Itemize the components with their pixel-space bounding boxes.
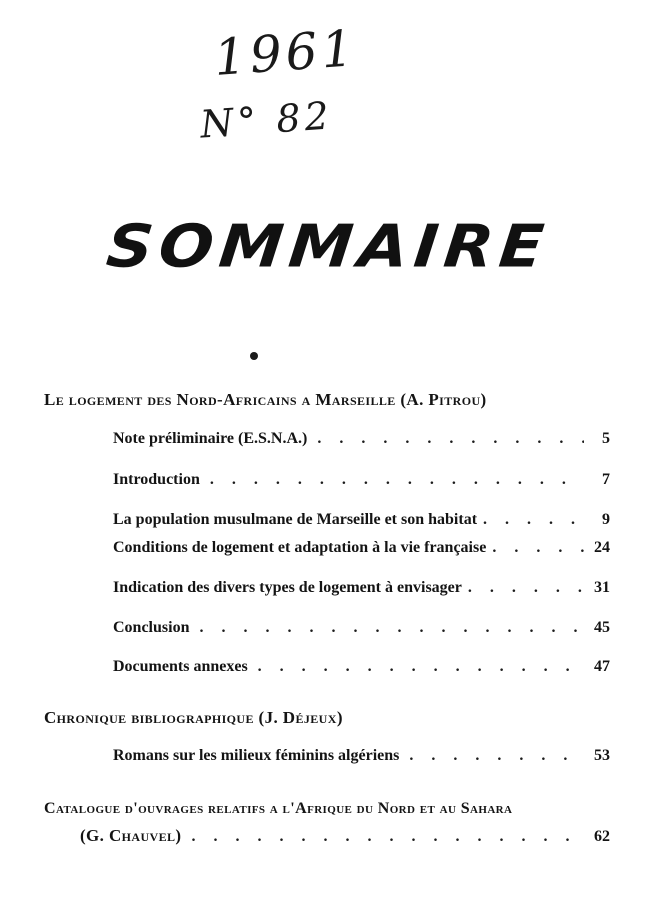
toc-entry-page: 45	[594, 619, 610, 636]
toc-entry[interactable]	[80, 826, 610, 846]
toc-entry[interactable]	[113, 539, 610, 557]
toc-entry-page: 7	[602, 471, 610, 488]
toc-entry-page: 53	[594, 747, 610, 764]
page-title: SOMMAIRE	[103, 212, 553, 282]
handwritten-year: 1961	[212, 19, 360, 87]
dot-leader	[258, 658, 584, 676]
toc-entry-page: 31	[594, 579, 610, 596]
toc-entry-page: 47	[594, 658, 610, 675]
dot-leader	[317, 430, 584, 448]
dot-leader	[468, 579, 584, 597]
handwritten-issue-number: N° 82	[198, 93, 335, 147]
toc-entry-label: (G. Chauvel)	[80, 826, 182, 845]
toc-entry-label: Indication des divers types de logement à envisager	[113, 579, 462, 596]
dot-leader	[199, 619, 584, 637]
section-heading-logement: Le logement des Nord-Africains a Marseille (A. Pitrou)	[44, 390, 487, 409]
toc-entry-label: Conditions de logement et adaptation à la vie française	[113, 539, 487, 556]
toc-entry-label: Romans sur les milieux féminins algériens	[113, 747, 400, 764]
dot-leader	[409, 747, 584, 765]
toc-entry-label: Introduction	[113, 471, 200, 488]
toc-entry-label: Documents annexes	[113, 658, 248, 675]
decorative-mark	[250, 352, 258, 360]
toc-entry-page: 62	[594, 828, 610, 845]
section-heading-chronique: Chronique bibliographique (J. Déjeux)	[44, 708, 343, 727]
toc-entry[interactable]	[113, 747, 610, 765]
toc-entry-label: Conclusion	[113, 619, 190, 636]
toc-entry-page: 9	[602, 511, 610, 528]
dot-leader	[191, 828, 584, 846]
toc-entry[interactable]	[113, 511, 610, 529]
section-heading-catalogue: Catalogue d'ouvrages relatifs a l'Afrique du Nord et au Sahara	[44, 800, 513, 817]
toc-entry[interactable]	[113, 619, 610, 637]
toc-entry[interactable]	[113, 579, 610, 597]
toc-entry-page: 5	[602, 430, 610, 447]
toc-entry[interactable]	[113, 471, 610, 489]
toc-entry-page: 24	[594, 539, 610, 556]
dot-leader	[483, 511, 584, 529]
dot-leader	[492, 539, 584, 557]
toc-entry[interactable]	[113, 430, 610, 448]
toc-entry-label: La population musulmane de Marseille et son habitat	[113, 511, 478, 528]
toc-entry[interactable]	[113, 658, 610, 676]
toc-entry-label: Note préliminaire (E.S.N.A.)	[113, 430, 308, 447]
dot-leader	[210, 471, 584, 489]
